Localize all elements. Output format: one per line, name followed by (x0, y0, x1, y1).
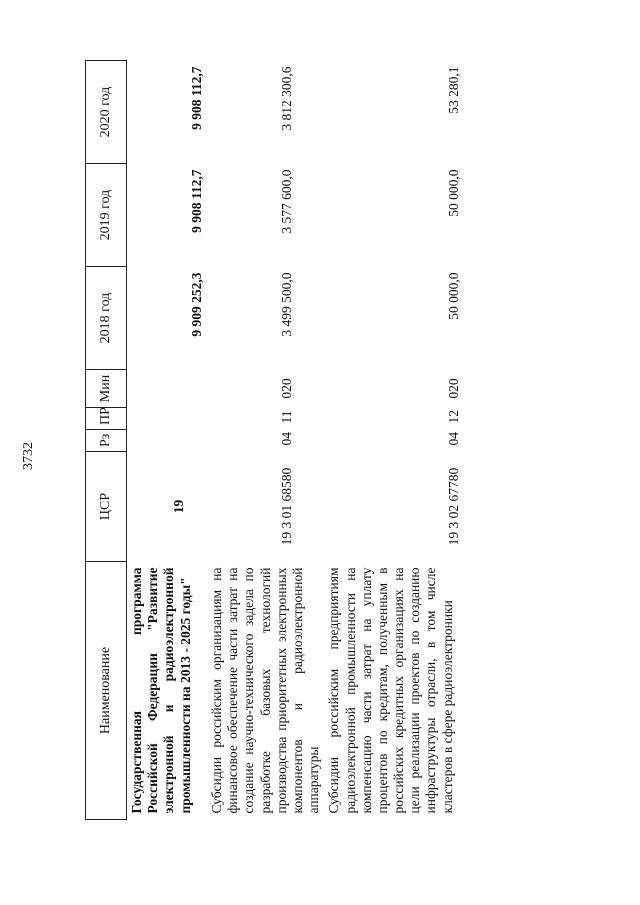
row-2018: 50 000,0 (446, 272, 462, 320)
row-2019: 9 908 112,7 (189, 169, 204, 233)
row-rz: 04 (446, 432, 462, 446)
row-csr: 19 (171, 499, 186, 514)
row-2019: 50 000,0 (446, 169, 462, 217)
row-min: 020 (279, 378, 294, 399)
row-2020: 9 908 112,7 (189, 66, 204, 130)
row-pr (127, 408, 208, 430)
table-header (86, 61, 127, 820)
row-2018: 9 909 252,3 (189, 272, 204, 337)
row-2019: 3 577 600,0 (279, 169, 294, 234)
header-2019: 2019 год (86, 164, 127, 267)
budget-table (85, 60, 464, 820)
row-name: Субсидии российским предприятиям радиоэлектронной промышленности на компенсацию части затрат на уплату процентов по кредитам, полученным в российских кредитных организациях на цели реализации проектов по созданию инфраструктуры отрасли, в том числе кластеров в сфере радиоэлектроники (326, 567, 455, 814)
header-name: Наименование (86, 562, 127, 820)
header-pr: ПР (86, 408, 127, 430)
row-2020: 53 280,1 (446, 66, 462, 114)
row-name: Субсидии российским организациям на финансовое обеспечение части затрат на создание научно-технического задела по разработке базовых технологий производства приоритетных электронных компонентов и радиоэлектронной аппаратуры (209, 567, 322, 814)
row-pr: 12 (446, 410, 462, 424)
table-row (127, 61, 208, 820)
row-csr: 19 3 02 67780 (446, 467, 462, 546)
header-min: Мин (86, 370, 127, 408)
row-rz (127, 430, 208, 452)
table-row (207, 61, 324, 820)
header-2018: 2018 год (86, 267, 127, 370)
page-number: 3732 (21, 442, 36, 470)
header-rz: Рз (86, 430, 127, 452)
row-min: 020 (446, 378, 462, 399)
row-2018: 3 499 500,0 (279, 272, 294, 337)
row-name: Государственная программа Российской Федерации "Развитие электронной и радиоэлектронной промышленности на 2013 - 2025 годы" (129, 567, 193, 814)
table-row (324, 61, 464, 820)
row-rz: 04 (279, 432, 294, 446)
row-csr: 19 3 01 68580 (279, 467, 294, 546)
row-pr: 11 (279, 410, 294, 424)
header-csr: ЦСР (86, 452, 127, 562)
header-2020: 2020 год (86, 61, 127, 164)
row-2020: 3 812 300,6 (279, 66, 294, 131)
rotated-page-content (85, 60, 640, 820)
row-min (127, 370, 208, 408)
